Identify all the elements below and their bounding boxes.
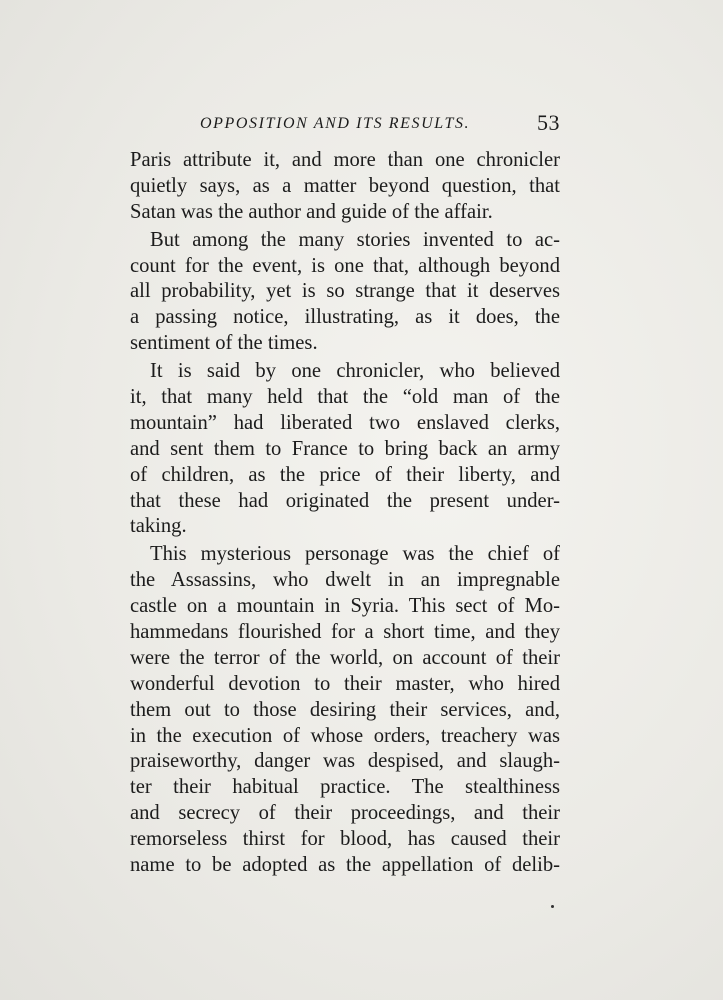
text-line: ter their habitual practice. The stealthiness: [130, 776, 560, 799]
text-line: This mysterious personage was the chief of: [150, 543, 560, 566]
text-line: in the execution of whose orders, treachery was: [130, 724, 560, 747]
text-line: taking.: [130, 515, 187, 538]
text-line: Paris attribute it, and more than one chronicler: [130, 149, 560, 171]
text-line: Satan was the author and guide of the affair.: [130, 200, 493, 223]
text-line: wonderful devotion to their master, who hired: [130, 672, 560, 695]
paragraph: [130, 542, 560, 879]
text-line: and sent them to France to bring back an army: [130, 437, 560, 460]
text-line: all probability, yet is so strange that it deserves: [130, 280, 560, 303]
body-text: [130, 148, 560, 879]
running-head: [130, 110, 560, 140]
text-line: remorseless thirst for blood, has caused their: [130, 828, 560, 851]
paragraph: [130, 148, 560, 226]
text-line: quietly says, as a matter beyond question, that: [130, 174, 560, 197]
text-line: and secrecy of their proceedings, and their: [130, 802, 560, 825]
paragraph: [130, 359, 560, 540]
text-line: But among the many stories invented to ac-: [150, 228, 560, 251]
paper-speck: [551, 905, 554, 908]
paragraph: [130, 228, 560, 357]
text-line: count for the event, is one that, although beyond: [130, 254, 560, 277]
text-line: mountain” had liberated two enslaved clerks,: [130, 411, 560, 434]
text-line: name to be adopted as the appellation of delib-: [130, 854, 560, 877]
running-title: OPPOSITION AND ITS RESULTS.: [200, 115, 471, 132]
text-line: hammedans flourished for a short time, and they: [130, 621, 560, 644]
text-line: a passing notice, illustrating, as it does, the: [130, 306, 560, 329]
text-line: sentiment of the times.: [130, 332, 318, 355]
text-line: It is said by one chronicler, who believed: [150, 360, 560, 383]
text-line: castle on a mountain in Syria. This sect of Mo-: [130, 595, 560, 618]
text-line: the Assassins, who dwelt in an impregnable: [130, 569, 560, 592]
text-line: of children, as the price of their liberty, and: [130, 463, 560, 486]
text-line: that these had originated the present under-: [130, 489, 560, 512]
text-line: them out to those desiring their services, and,: [130, 698, 560, 721]
text-line: were the terror of the world, on account of their: [130, 646, 560, 669]
text-line: it, that many held that the “old man of the: [130, 386, 560, 409]
page-number: 53: [537, 110, 560, 135]
text-line: praiseworthy, danger was despised, and slaugh-: [130, 750, 560, 773]
